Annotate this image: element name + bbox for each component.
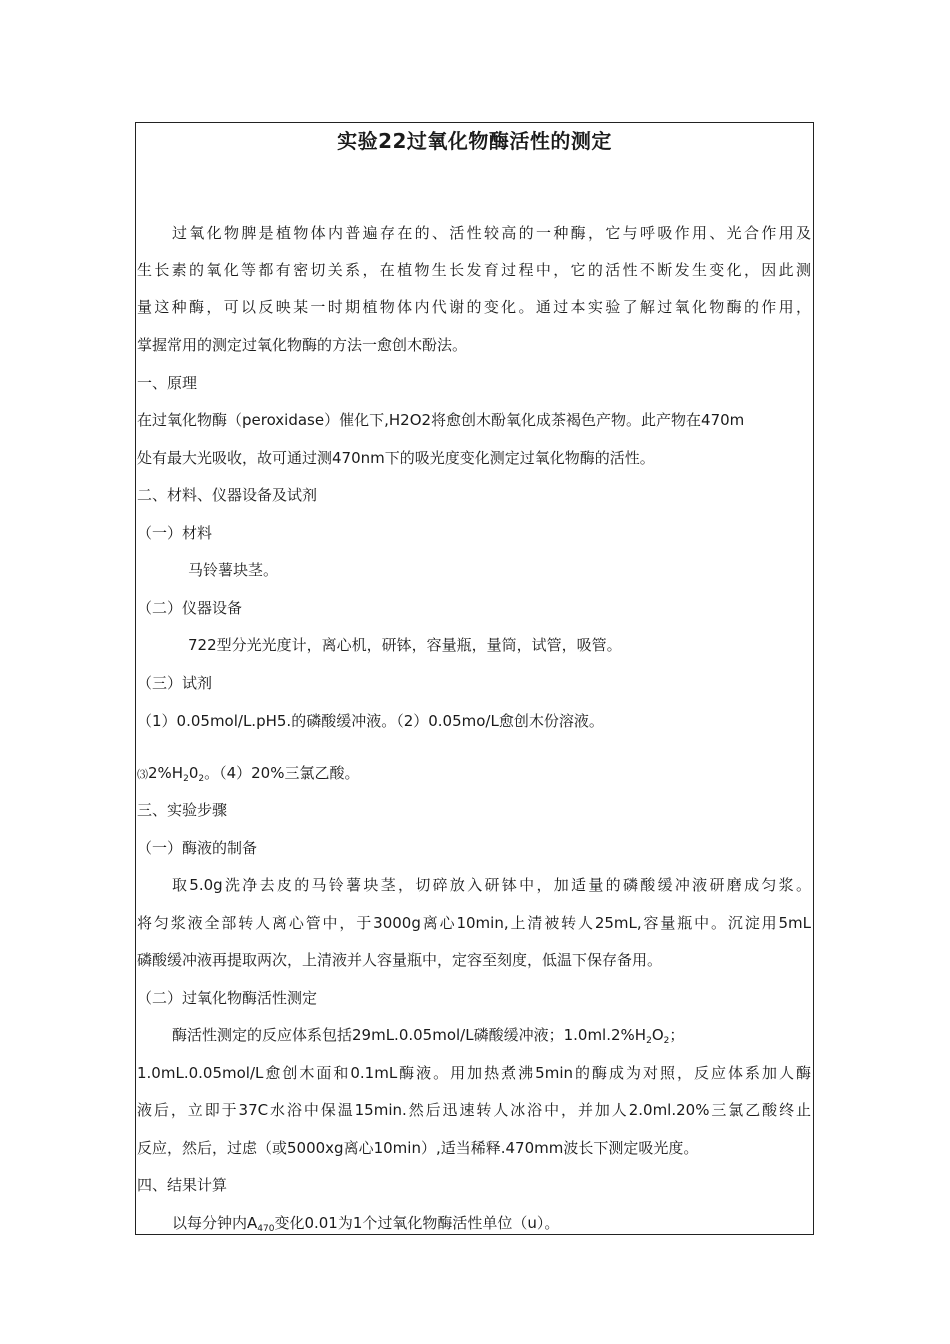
reagent-prefix: ⑶ [137, 768, 148, 781]
results-line: 以每分钟内$A_{470}$变化0.01为1个过氧化物酶活性单位（u）。 [172, 1214, 560, 1234]
section-heading-materials: 二、材料、仪器设备及试剂 [137, 486, 318, 504]
intro-line-4: 掌握常用的测定过氧化物酶的方法一愈创木酚法。 [137, 336, 468, 354]
assay-line-4: 反应，然后，过虑（或5000xg离心10min）,适当稀释.470mm波长下测定吸光度。 [137, 1139, 699, 1157]
prep-line-1: 取5.0g洗净去皮的马铃薯块茎，切碎放入研钵中，加适量的磷酸缓冲液研磨成匀浆。 [172, 876, 811, 894]
intro-line-1: 过氧化物脾是植物体内普遍存在的、活性较高的一种酶，它与呼吸作用、光合作用及 [172, 224, 811, 242]
subheading-activity-assay: （二）过氧化物酶活性测定 [137, 989, 318, 1007]
section-heading-procedure: 三、实验步骤 [137, 801, 228, 819]
section-heading-results: 四、结果计算 [137, 1176, 228, 1194]
page-title: 实验22过氧化物酶活性的测定 [337, 129, 612, 153]
subheading-reagents: （三）试剂 [137, 674, 213, 692]
materials-text: 马铃薯块茎。 [188, 561, 279, 579]
section-heading-principle: 一、原理 [137, 374, 198, 392]
prep-line-2: 将匀浆液全部转人离心管中，于3000g离心10min,上清被转人25mL,容量瓶中。沉淀用5mL [137, 914, 811, 932]
assay-line-3: 液后，立即于37C水浴中保温15min.然后迅速转人冰浴中，并加人2.0ml.20%三氯乙酸终止 [137, 1101, 811, 1119]
prep-line-3: 磷酸缓冲液再提取两次，上清液并人容量瓶中，定容至刻度，低温下保存备用。 [137, 951, 663, 969]
principle-line-1: 在过氧化物酶（peroxidase）催化下,H2O2将愈创木酚氧化成茶褐色产物。此产物在470m [137, 411, 745, 429]
intro-line-2: 生长素的氧化等都有密切关系，在植物生长发育过程中，它的活性不断发生变化，因此测 [137, 261, 811, 279]
subheading-equipment: （二）仪器设备 [137, 599, 243, 617]
reagents-line-2: $⑶2\%H_20_2$。（4）20%三氯乙酸。 [137, 764, 360, 784]
assay-line-2: 1.0mL.0.05mol/L愈创木面和0.1mL酶液。用加热煮沸5min的酶成为对照，反应体系加人酶 [137, 1064, 811, 1082]
principle-line-2: 处有最大光吸收，故可通过测470nm下的吸光度变化测定过氧化物酶的活性。 [137, 449, 655, 467]
reagents-line-1: （1）0.05mol/L.pH5.的磷酸缓冲液。（2）0.05mo/L愈创木份溶液。 [137, 712, 604, 730]
equipment-text: 722型分光光度计，离心机，研钵，容量瓶，量筒，试管，吸管。 [188, 636, 622, 654]
document-frame [135, 122, 814, 1235]
subheading-enzyme-prep: （一）酶液的制备 [137, 839, 258, 857]
intro-line-3: 量这种酶，可以反映某一时期植物体内代谢的变化。通过本实验了解过氧化物酶的作用， [137, 298, 811, 316]
subheading-materials: （一）材料 [137, 524, 213, 542]
assay-line-1: 酶活性测定的反应体系包括29mL.0.05mol/L磷酸缓冲液；$1.0ml.2\%H_2O_2$； [172, 1026, 685, 1046]
